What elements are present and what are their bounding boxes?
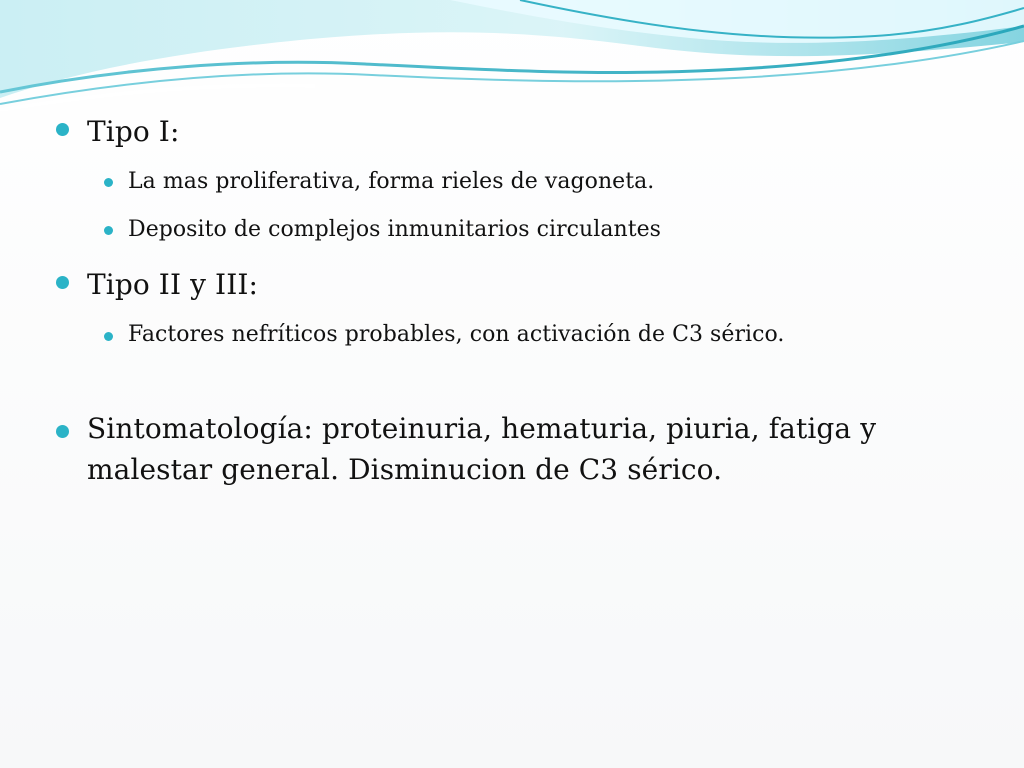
level-2-bullet-icon <box>104 226 113 235</box>
level-1-bullet-icon <box>56 425 69 438</box>
level-2-bullet-text: Deposito de complejos inmunitarios circulantes <box>128 217 662 242</box>
level-2-bullet-icon <box>104 178 113 187</box>
level-1-bullet-text: Sintomatología: proteinuria, hematuria, piuria, fatiga y malestar general. Disminucion de C3 sérico. <box>87 412 877 486</box>
level-1-bullet-icon <box>56 276 69 289</box>
level-1-bullet-text: Tipo I: <box>87 115 180 148</box>
level-2-bullet-text: Factores nefríticos probables, con activación de C3 sérico. <box>128 322 785 347</box>
level-2-bullet-text: La mas proliferativa, forma rieles de vagoneta. <box>128 169 655 194</box>
level-1-bullet-text: Tipo II y III: <box>87 268 259 301</box>
level-2-bullet-icon <box>104 332 113 341</box>
level-1-bullet-icon <box>56 123 69 136</box>
